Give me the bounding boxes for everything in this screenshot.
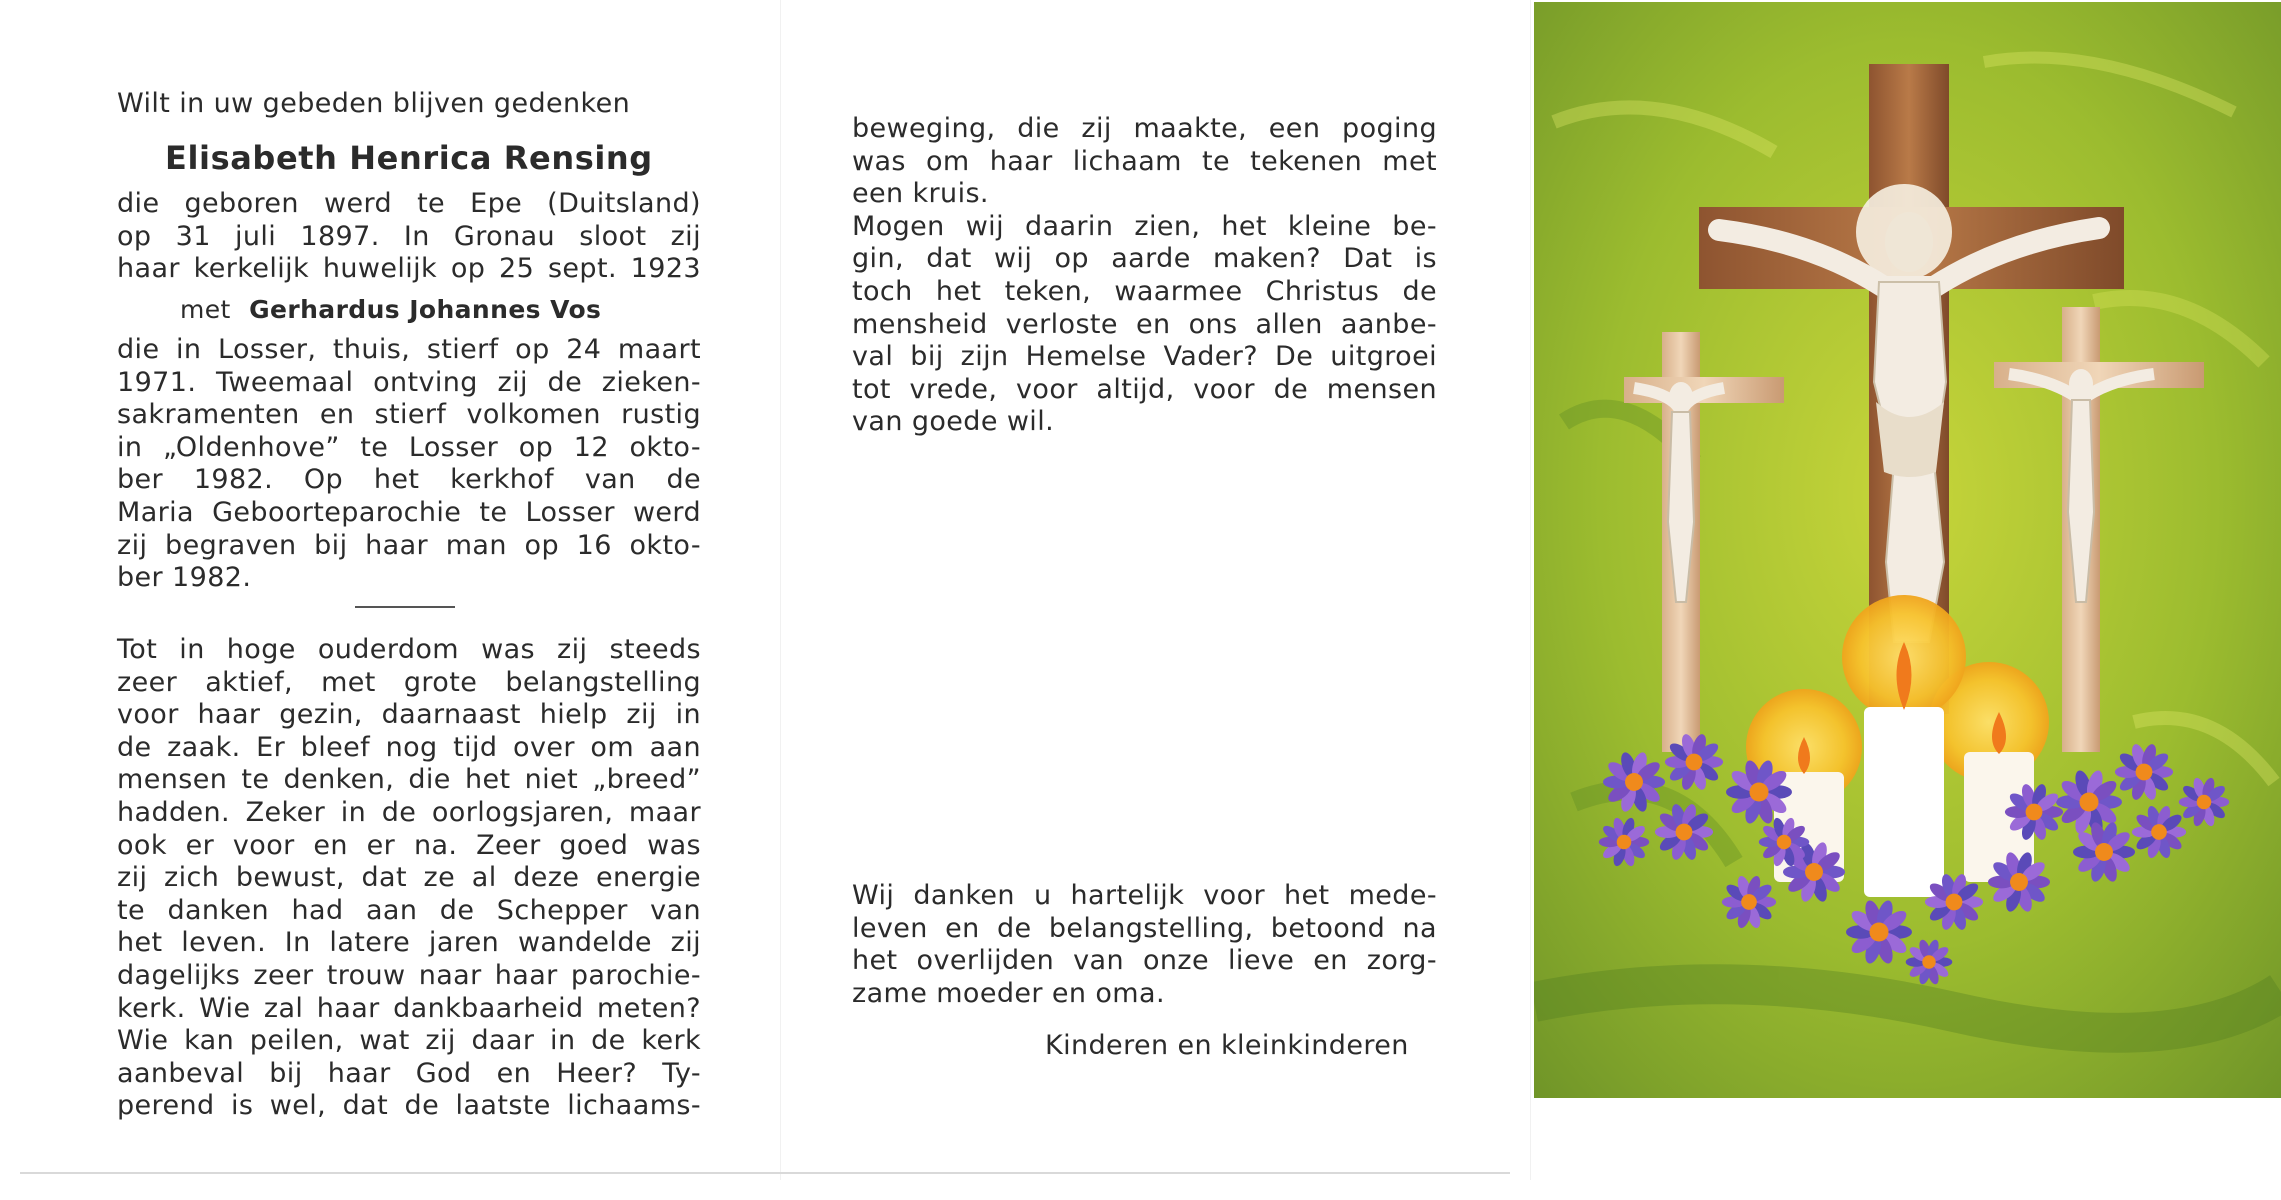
text-line: te danken had aan de Schepper van xyxy=(117,894,701,926)
text-line: Maria Geboorteparochie te Losser werd xyxy=(117,496,701,528)
text-line: aanbeval bij haar God en Heer? Ty- xyxy=(117,1057,701,1089)
text-line: ook er voor en er na. Zeer goed was xyxy=(117,829,701,861)
bottom-rule xyxy=(20,1172,1510,1174)
signature: Kinderen en kleinkinderen xyxy=(1045,1030,1409,1061)
text-line: zij begraven bij haar man op 16 okto- xyxy=(117,529,701,561)
paragraph-death xyxy=(117,334,701,595)
text-line: een kruis. xyxy=(852,178,989,210)
text-line: voor haar gezin, daarnaast hielp zij in xyxy=(117,699,701,731)
text-line: kerk. Wie zal haar dankbaarheid meten? xyxy=(117,992,701,1024)
crucifixion-illustration xyxy=(1534,2,2281,1098)
deceased-name: Elisabeth Henrica Rensing xyxy=(165,139,653,177)
paragraph-continuation xyxy=(852,113,1437,439)
text-line: hadden. Zeker in de oorlogsjaren, maar xyxy=(117,796,701,828)
text-line: die in Losser, thuis, stierf op 24 maart xyxy=(117,334,701,365)
text-line: toch het teken, waarmee Christus de xyxy=(852,275,1437,307)
paragraph-life xyxy=(117,634,701,1123)
text-line: Wie kan peilen, wat zij daar in de kerk xyxy=(117,1025,701,1057)
fold-line-right xyxy=(1530,0,1531,1180)
text-line: mensen te denken, die het niet „breed” xyxy=(117,764,701,796)
text-line: perend is wel, dat de laatste lichaams- xyxy=(117,1090,701,1122)
text-line: zeer aktief, met grote belangstelling xyxy=(117,666,701,698)
text-line: dagelijks zeer trouw naar haar parochie- xyxy=(117,959,701,991)
text-line: de zaak. Er bleef nog tijd over om aan xyxy=(117,731,701,763)
text-line: haar kerkelijk huwelijk op 25 sept. 1923 xyxy=(117,253,701,285)
intro-line: Wilt in uw gebeden blijven gedenken xyxy=(117,88,631,119)
fold-line-left xyxy=(780,0,781,1180)
crucifixion-svg xyxy=(1534,2,2281,1098)
text-line: van goede wil. xyxy=(852,406,1055,438)
text-line: zame moeder en oma. xyxy=(852,977,1165,1009)
text-line: op 31 juli 1897. In Gronau sloot zij xyxy=(117,220,701,252)
separator-line xyxy=(355,606,455,608)
text-line: Wij danken u hartelijk voor het mede- xyxy=(852,880,1437,911)
text-line: ber 1982. xyxy=(117,562,252,594)
text-line: gin, dat wij op aarde maken? Dat is xyxy=(852,243,1437,275)
spouse-line xyxy=(180,295,601,324)
text-line: was om haar lichaam te tekenen met xyxy=(852,145,1437,177)
text-line: mensheid verloste en ons allen aanbe- xyxy=(852,308,1437,340)
head-icon xyxy=(1885,212,1933,272)
paragraph-birth-marriage xyxy=(117,188,701,286)
text-line: in „Oldenhove” te Losser op 12 okto- xyxy=(117,431,701,463)
text-line: beweging, die zij maakte, een poging xyxy=(852,113,1437,144)
spouse-prefix: met xyxy=(180,295,231,324)
text-line: tot vrede, voor altijd, voor de mensen xyxy=(852,373,1437,405)
text-line: Mogen wij daarin zien, het kleine be- xyxy=(852,210,1437,242)
paragraph-thanks xyxy=(852,880,1437,1010)
text-line: zij zich bewust, dat ze al deze energie xyxy=(117,862,701,894)
text-line: val bij zijn Hemelse Vader? De uitgroei xyxy=(852,341,1437,373)
text-line: ber 1982. Op het kerkhof van de xyxy=(117,464,701,496)
text-line: leven en de belangstelling, betoond na xyxy=(852,912,1437,944)
text-line: sakramenten en stierf volkomen rustig xyxy=(117,399,701,431)
text-line: het overlijden van onze lieve en zorg- xyxy=(852,945,1437,977)
text-line: die geboren werd te Epe (Duitsland) xyxy=(117,188,701,219)
spouse-name: Gerhardus Johannes Vos xyxy=(249,295,602,324)
text-line: Tot in hoge ouderdom was zij steeds xyxy=(117,634,701,665)
text-line: 1971. Tweemaal ontving zij de zieken- xyxy=(117,366,701,398)
text-line: het leven. In latere jaren wandelde zij xyxy=(117,927,701,959)
